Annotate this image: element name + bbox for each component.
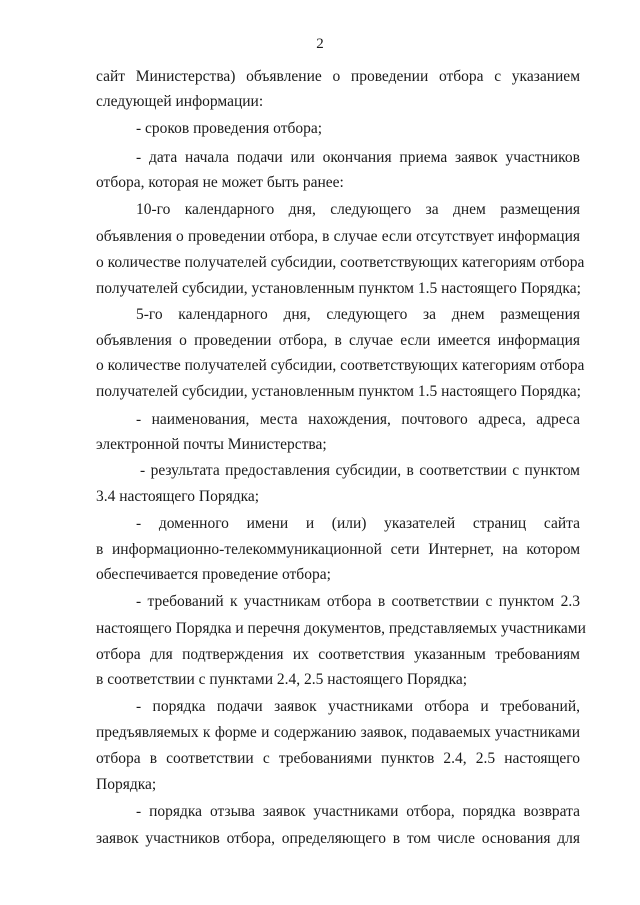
text-line: отбора, которая не может быть ранее: [96, 174, 344, 191]
text-line: - доменного имени и (или) указателей страниц сайта [136, 515, 580, 532]
text-line: отбора в соответствии с требованиями пунктов 2.4, 2.5 настоящего [96, 750, 580, 767]
page-number: 2 [316, 36, 324, 52]
text-line: - сроков проведения отбора; [136, 120, 323, 137]
text-line: 5-го календарного дня, следующего за днем размещения [136, 306, 580, 323]
text-line: отбора для подтверждения их соответствия указанным требованиям [96, 646, 580, 663]
text-line: Порядка; [96, 776, 157, 793]
text-line: обеспечивается проведение отбора; [96, 566, 331, 583]
text-line: получателей субсидии, установленным пунктом 1.5 настоящего Порядка; [96, 280, 581, 297]
text-line: настоящего Порядка и перечня документов, представляемых участниками [96, 620, 586, 637]
text-line: следующей информации: [96, 93, 264, 110]
text-line: объявления о проведении отбора, в случае если имеется информация [96, 332, 580, 349]
text-line: электронной почты Министерства; [96, 436, 327, 453]
text-line: получателей субсидии, установленным пунктом 1.5 настоящего Порядка; [96, 383, 581, 400]
text-line: о количестве получателей субсидии, соответствующих категориям отбора [96, 254, 585, 271]
text-line: в соответствии с пунктами 2.4, 2.5 настоящего Порядка; [96, 671, 468, 688]
text-line: 10-го календарного дня, следующего за днем размещения [136, 201, 580, 218]
text-line: 3.4 настоящего Порядка; [96, 488, 260, 505]
text-line: объявления о проведении отбора, в случае если отсутствует информация [96, 228, 580, 245]
text-line: в информационно-телекоммуникационной сети Интернет, на котором [96, 541, 580, 558]
text-line: предъявляемых к форме и содержанию заявок, подаваемых участниками [96, 724, 580, 741]
text-line: - дата начала подачи или окончания приема заявок участников [136, 149, 580, 166]
text-line: - результата предоставления субсидии, в соответствии с пунктом [140, 462, 580, 479]
text-line: о количестве получателей субсидии, соответствующих категориям отбора [96, 357, 585, 374]
text-line: сайт Министерства) объявление о проведении отбора с указанием [96, 68, 580, 85]
text-line: - требований к участникам отбора в соответствии с пунктом 2.3 [136, 593, 580, 610]
text-line: заявок участников отбора, определяющего в том числе основания для [96, 830, 580, 847]
text-line: - порядка подачи заявок участниками отбора и требований, [136, 698, 580, 715]
text-line: - порядка отзыва заявок участниками отбора, порядка возврата [136, 803, 580, 820]
text-line: - наименования, места нахождения, почтового адреса, адреса [136, 411, 580, 428]
